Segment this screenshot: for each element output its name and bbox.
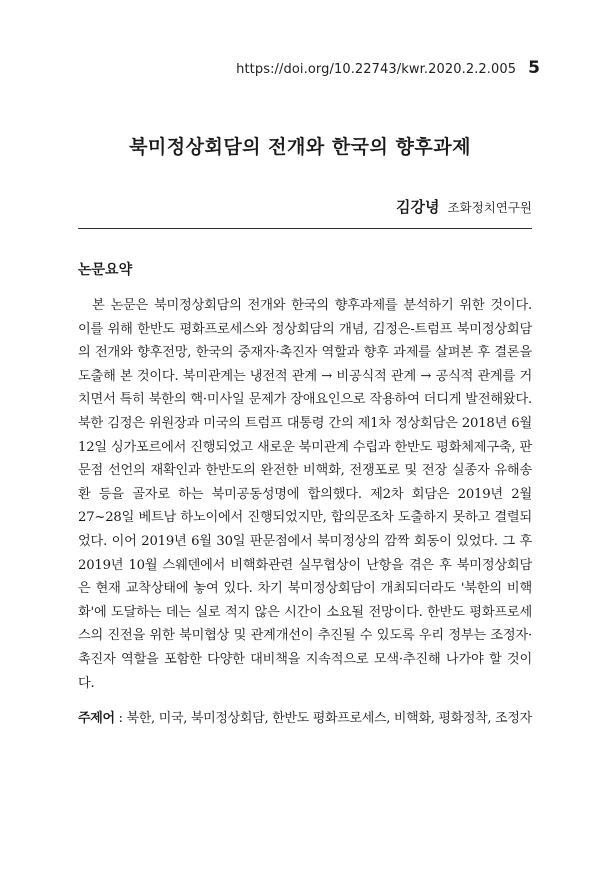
- keywords-separator: :: [114, 711, 127, 726]
- keywords-list: 북한, 미국, 북미정상회담, 한반도 평화프로세스, 비핵화, 평화정착, 조정자: [126, 711, 532, 726]
- doi-link[interactable]: https://doi.org/10.22743/kwr.2020.2.2.005: [236, 62, 517, 77]
- abstract-body: 본 논문은 북미정상회담의 전개와 한국의 향후과제를 분석하기 위한 것이다. 이를 위해 한반도 평화프로세스와 정상회담의 개념, 김정은-트럼프 북미정상회담의 전개와 향후전망, 한국의 중재자·촉진자 역할과 향후 과제를 살펴본 후 결론을 도출해 본 것이다. 북미관계는 냉전적 관계 → 비공식적 관계 → 공식적 관계를 거치면서 특히 북한의 핵·미사일 문제가 장애요인으로 작용하여 더디게 발전해왔다. 북한 김정은 위원장과 미국의 트럼프 대통령 간의 제1차 정상회담은 2018년 6월 12일 싱가포르에서 진행되었고 새로운 북미관계 수립과 한반도 평화체제구축, 판문점 선언의 재확인과 한반도의 완전한 비핵화, 전쟁포로 및 전장 실종자 유해송환 등을 골자로 하는 북미공동성명에 합의했다. 제2차 회담은 2019년 2월 27~28일 베트남 하노이에서 진행되었지만, 합의문조차 도출하지 못하고 결렬되었다. 이어 2019년 6월 30일 판문점에서 북미정상의 깜짝 회동이 있었다. 그 후 2019년 10월 스웨덴에서 비핵화관련 실무협상이 난항을 겪은 후 북미정상회담은 현재 교착상태에 놓여 있다. 차기 북미정상회담이 개최되더라도 '북한의 비핵화'에 도달하는 데는 실로 적지 않은 시간이 소요될 전망이다. 한반도 평화프로세스의 진전을 위한 북미협상 및 관계개선이 추진될 수 있도록 우리 정부는 조정자·촉진자 역할을 포함한 다양한 대비책을 지속적으로 모색·추진해 나가야 할 것이다.: [78, 298, 532, 691]
- author-name: 김강녕: [395, 198, 440, 216]
- page-number: 5: [528, 58, 540, 78]
- keywords-line: [78, 708, 538, 730]
- author-line: [396, 196, 532, 217]
- title-divider: [78, 228, 532, 229]
- author-affiliation: 조화정치연구원: [447, 200, 532, 215]
- running-header: [60, 58, 540, 78]
- abstract-heading: 논문요약: [78, 262, 133, 278]
- paper-title: 북미정상회담의 전개와 한국의 향후과제: [129, 136, 471, 158]
- keywords-label: 주제어: [78, 711, 115, 726]
